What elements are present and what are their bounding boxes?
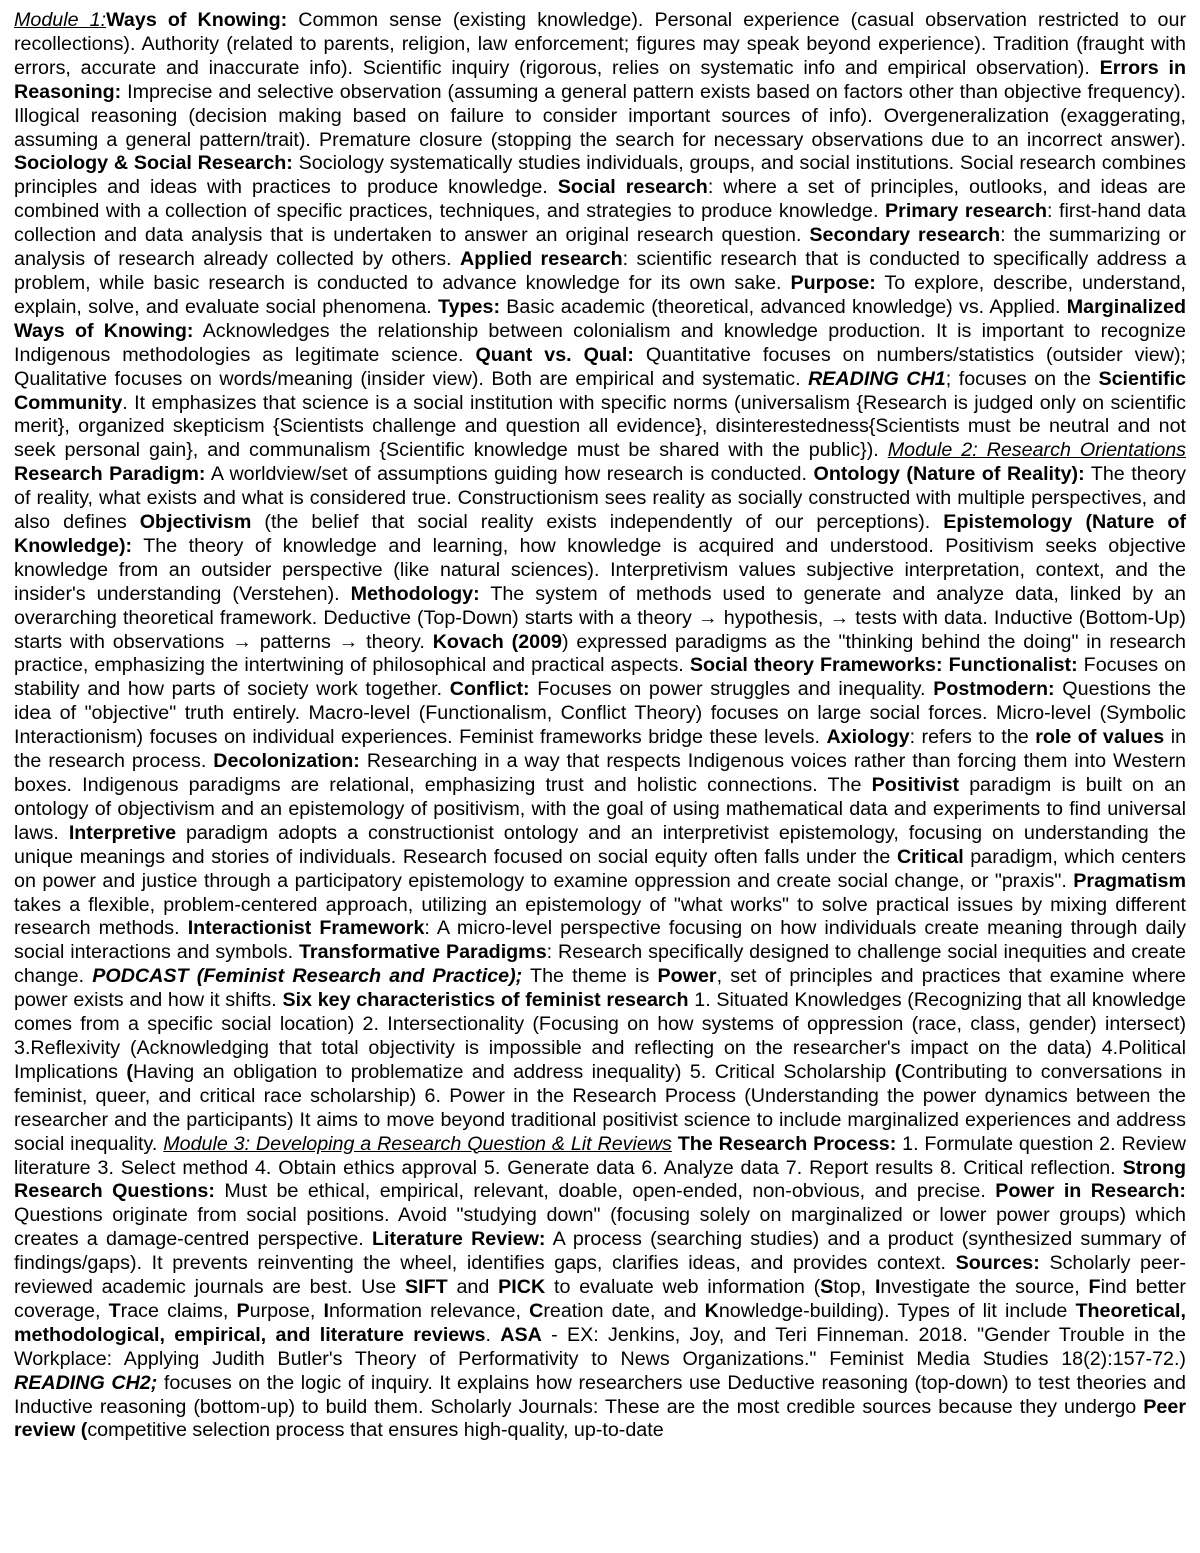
body-text: ) expressed paradigms as the "thinking behind the doing" in research practice, emphasizing the intertwining of philosophical and practical aspects.	[14, 630, 1187, 677]
bold-term: Scientific Community	[14, 367, 1186, 414]
body-text: Must be ethical, empirical, relevant, doable, open-ended, non-obvious, and precise.	[214, 1180, 996, 1203]
body-text: Having an obligation to problematize and address inequality) 5. Critical Scholarship	[132, 1060, 895, 1083]
body-text: Scholarly peer-reviewed academic journals are best. Use	[14, 1252, 1186, 1299]
bold-term: Literature Review:	[372, 1228, 546, 1251]
bold-term: Strong Research Questions:	[14, 1156, 1186, 1203]
module-heading: Module 2: Research Orientations	[887, 439, 1186, 462]
bold-term: PICK	[498, 1276, 546, 1299]
bold-term: Kovach (2009	[432, 630, 562, 653]
body-text: : refers to the	[909, 726, 1036, 749]
bold-term: Primary research	[885, 200, 1048, 223]
body-text: To explore, describe, understand, explain, solve, and evaluate social phenomena.	[14, 271, 1187, 318]
body-text: ; focuses on the	[945, 367, 1099, 390]
bold-term: SIFT	[405, 1276, 448, 1299]
body-text: Contributing to conversations in feminist, queer, and critical race scholarship) 6. Power in the Research Process (Understanding the power dynamics between the researcher and the participants) It aims to move beyond traditional positivist science to include marginalized experiences and address social inequality.	[14, 1060, 1186, 1155]
bold-term: ASA	[500, 1323, 542, 1346]
body-text: Researching in a way that respects Indigenous voices rather than forcing them into Western boxes. Indigenous paradigms are relational, emphasizing trust and holistic connections. The	[14, 750, 1186, 796]
body-text: urpose,	[249, 1299, 324, 1322]
bold-term: T	[108, 1299, 121, 1322]
bold-term: Secondary research	[809, 224, 1001, 247]
body-text: A worldview/set of assumptions guiding how research is conducted.	[205, 463, 814, 486]
reading-heading: READING CH2;	[14, 1371, 158, 1394]
bold-term: Critical	[896, 845, 964, 868]
bold-term: Theoretical, methodological, empirical, and literature reviews	[14, 1299, 1187, 1346]
body-text: Focuses on power struggles and inequality.	[529, 678, 934, 701]
bold-term: Power	[657, 965, 717, 988]
reading-heading: READING CH1	[808, 367, 946, 390]
body-text: in the research process.	[14, 726, 1187, 773]
bold-term: Ways of Knowing:	[106, 9, 288, 31]
body-text: Quantitative focuses on numbers/statistics (outsider view); Qualitative focuses on words/meaning (insider view). Both are empirical and systematic.	[14, 343, 1186, 390]
body-text: takes a flexible, problem-centered approach, utilizing an epistemology of "what works" to solve practical issues by mixing different research methods.	[14, 893, 1186, 940]
bold-term: (	[126, 1060, 133, 1083]
bold-term: S	[820, 1276, 834, 1299]
bold-term: Six key characteristics of feminist research	[282, 989, 689, 1012]
body-text: Focuses on stability and how parts of society work together.	[14, 654, 1187, 701]
body-text: Imprecise and selective observation (assuming a general pattern exists based on factors other than objective frequency). Illogical reasoning (decision making based on failure to consider important sources of info). Overgeneralization (exaggerating, assuming a general pattern/trait). Premature closure (stopping the search for necessary observations due to an incorrect answer).	[14, 80, 1186, 151]
body-text: paradigm, which centers on power and justice through a participatory epistemology to examine oppression and create social change, or "praxis".	[14, 845, 1186, 892]
body-text: . It emphasizes that science is a social institution with specific norms (universalism {Research is judged only on scientific merit}, organized skepticism {Scientists challenge and question all evidence}, disinterestedness{Scientists must be neutral and not seek personal gain}, and communalism {Scientific knowledge must be shared with the public}).	[14, 391, 1186, 462]
body-text: Common sense (existing knowledge). Personal experience (casual observation restricted to our recollections). Authority (related to parents, religion, law enforcement; figures may speak beyond experience). Tradition (fraught with errors, accurate and inaccurate info). Scientific inquiry (rigorous, relies on systematic info and empirical observation).	[14, 9, 1186, 79]
bold-term: (	[894, 1060, 902, 1083]
bold-term: Applied research	[459, 248, 623, 271]
body-text: nowledge-building). Types of lit include	[718, 1299, 1076, 1322]
body-text: : scientific research that is conducted to specifically address a problem, while basic research is conducted to advance knowledge for its own sake.	[14, 248, 1187, 294]
bold-term: Pragmatism	[1073, 869, 1186, 892]
bold-term: Power in Research:	[995, 1180, 1186, 1203]
body-text: : the summarizing or analysis of research already collected by others.	[14, 224, 1187, 271]
body-text: The theory of knowledge and learning, how knowledge is acquired and understood. Positivism seeks objective knowledge from an outsider perspective (like natural sciences). Interpretivism values subjective interpretation, context, and the insider's understanding (Verstehen).	[14, 534, 1186, 605]
bold-term: Quant vs. Qual:	[475, 343, 634, 366]
body-text: : Research specifically designed to challenge social inequities and create change.	[14, 941, 1186, 988]
body-text: : where a set of principles, outlooks, and ideas are combined with a collection of specific practices, techniques, and strategies to produce knowledge.	[14, 176, 1187, 223]
body-text: The theme is	[522, 965, 658, 988]
body-text: Sociology systematically studies individuals, groups, and social institutions. Social research combines principles and ideas with practices to produce knowledge.	[14, 152, 1186, 199]
bold-term: Ontology (Nature of Reality):	[813, 463, 1085, 486]
body-text: (the belief that social reality exists independently of our perceptions).	[251, 511, 944, 534]
body-text: A process (searching studies) and a product (synthesized summary of findings/gaps). It prevents reinventing the wheel, identifies gaps, clarifies ideas, and provides context.	[14, 1228, 1187, 1275]
bold-term: Interactionist Framework	[187, 917, 425, 940]
body-text: nvestigate the source,	[880, 1276, 1089, 1299]
bold-term: I	[874, 1276, 881, 1299]
body-text: paradigm adopts a constructionist ontology and an interpretivist epistemology, focusing on understanding the unique meanings and stories of individuals. Research focused on social equity often falls under the	[14, 821, 1187, 868]
bold-term: Purpose:	[790, 271, 876, 294]
bold-term: I	[323, 1299, 329, 1322]
bold-term: role of values	[1035, 726, 1165, 749]
bold-term: P	[236, 1299, 250, 1322]
body-text: focuses on the logic of inquiry. It explains how researchers use Deductive reasoning (top-down) to test theories and Inductive reasoning (bottom-up) to build them. Scholarly Journals: These are the most credible sources because they undergo	[14, 1371, 1186, 1418]
body-text: - EX: Jenkins, Joy, and Teri Finneman. 2018. "Gender Trouble in the Workplace: Applying Judith Butler's Theory of Performativity to News Organizations." Feminist Media Studies 18(2):157-72.)	[14, 1323, 1186, 1370]
body-text: Questions originate from social positions. Avoid "studying down" (focusing solely on marginalized or lower power groups) which creates a damage-centred perspective.	[14, 1204, 1186, 1251]
bold-term: Decolonization:	[213, 750, 360, 773]
body-text: and	[447, 1276, 499, 1299]
module-heading: Module 3: Developing a Research Question & Lit Reviews	[163, 1132, 672, 1155]
bold-term: Peer review (	[14, 1395, 1186, 1442]
bold-term: The Research Process:	[677, 1132, 897, 1155]
bold-term: Epistemology (Nature of Knowledge):	[14, 511, 1186, 557]
module-heading: Module 1:	[14, 9, 107, 31]
bold-term: Objectivism	[139, 511, 252, 534]
bold-term: Axiology	[826, 726, 910, 749]
bold-term: Conflict:	[449, 678, 530, 701]
bold-term: Research Paradigm:	[14, 463, 206, 486]
body-text: to evaluate web information (	[545, 1276, 821, 1299]
bold-term: Social research	[557, 176, 708, 199]
body-text: competitive selection process that ensures high-quality, up-to-date	[87, 1419, 664, 1442]
bold-term: Sociology & Social Research:	[14, 152, 293, 175]
body-text: .	[485, 1323, 501, 1346]
body-text: Questions the idea of "objective" truth entirely. Macro-level (Functionalism, Conflict Theory) focuses on large social forces. Micro-level (Symbolic Interactionism) focuses on individual experiences. Feminist frameworks bridge these levels.	[14, 678, 1187, 749]
body-text: , set of principles and practices that examine where power exists and how it shifts.	[14, 965, 1186, 1012]
bold-term: Marginalized Ways of Knowing:	[14, 295, 1186, 342]
body-text: reation date, and	[543, 1299, 705, 1322]
body-text: top,	[833, 1276, 875, 1299]
body-text: : A micro-level perspective focusing on how individuals create meaning through daily social interactions and symbols.	[14, 917, 1186, 964]
bold-term: Social theory Frameworks: Functionalist:	[689, 654, 1078, 677]
body-text: : first-hand data collection and data analysis that is undertaken to answer an original research question.	[14, 200, 1186, 247]
bold-term: F	[1088, 1276, 1101, 1299]
body-text: The theory of reality, what exists and what is considered true. Constructionism sees reality as socially constructed with multiple perspectives, and also defines	[14, 463, 1186, 534]
body-text: Basic academic (theoretical, advanced knowledge) vs. Applied.	[500, 295, 1067, 318]
body-text: paradigm is built on an ontology of objectivism and an epistemology of positivism, with the goal of using mathematical data and experiments to find universal laws.	[14, 774, 1186, 844]
bold-term: Sources:	[955, 1252, 1040, 1275]
bold-term: Postmodern:	[933, 678, 1055, 701]
bold-term: Interpretive	[68, 821, 177, 844]
bold-term: K	[704, 1299, 719, 1322]
bold-term: Transformative Paradigms	[298, 941, 547, 964]
bold-term: Positivist	[871, 774, 960, 796]
bold-term: Methodology:	[350, 582, 480, 605]
reading-heading: PODCAST (Feminist Research and Practice);	[92, 965, 523, 988]
body-text: 1. Situated Knowledges (Recognizing that all knowledge comes from a specific social location) 2. Intersectionality (Focusing on how systems of oppression (race, class, gender) intersect) 3.Reflexivity (Acknowledging that total objectivity is impossible and reflecting on the researcher's impact on the data) 4.Political Implications	[14, 989, 1187, 1083]
body-text: nformation relevance,	[328, 1299, 530, 1322]
bold-term: C	[529, 1299, 544, 1322]
body-text: ind better coverage,	[14, 1276, 1186, 1322]
body-text: 1. Formulate question 2. Review literature 3. Select method 4. Obtain ethics approval 5. Generate data 6. Analyze data 7. Report results 8. Critical reflection.	[14, 1132, 1186, 1179]
bold-term: Types:	[438, 295, 501, 318]
body-text: The system of methods used to generate and analyze data, linked by an overarching theoretical framework. Deductive (Top-Down) starts with a theory → hypothesis, → tests with data. Inductive (Bottom-Up) starts with observations → patterns → theory.	[14, 582, 1186, 653]
body-text: race claims,	[120, 1299, 237, 1322]
notes-paragraph	[14, 9, 1186, 1443]
body-text: Acknowledges the relationship between colonialism and knowledge production. It is important to recognize Indigenous methodologies as legitimate science.	[14, 319, 1186, 366]
bold-term: Errors in Reasoning:	[14, 56, 1186, 103]
